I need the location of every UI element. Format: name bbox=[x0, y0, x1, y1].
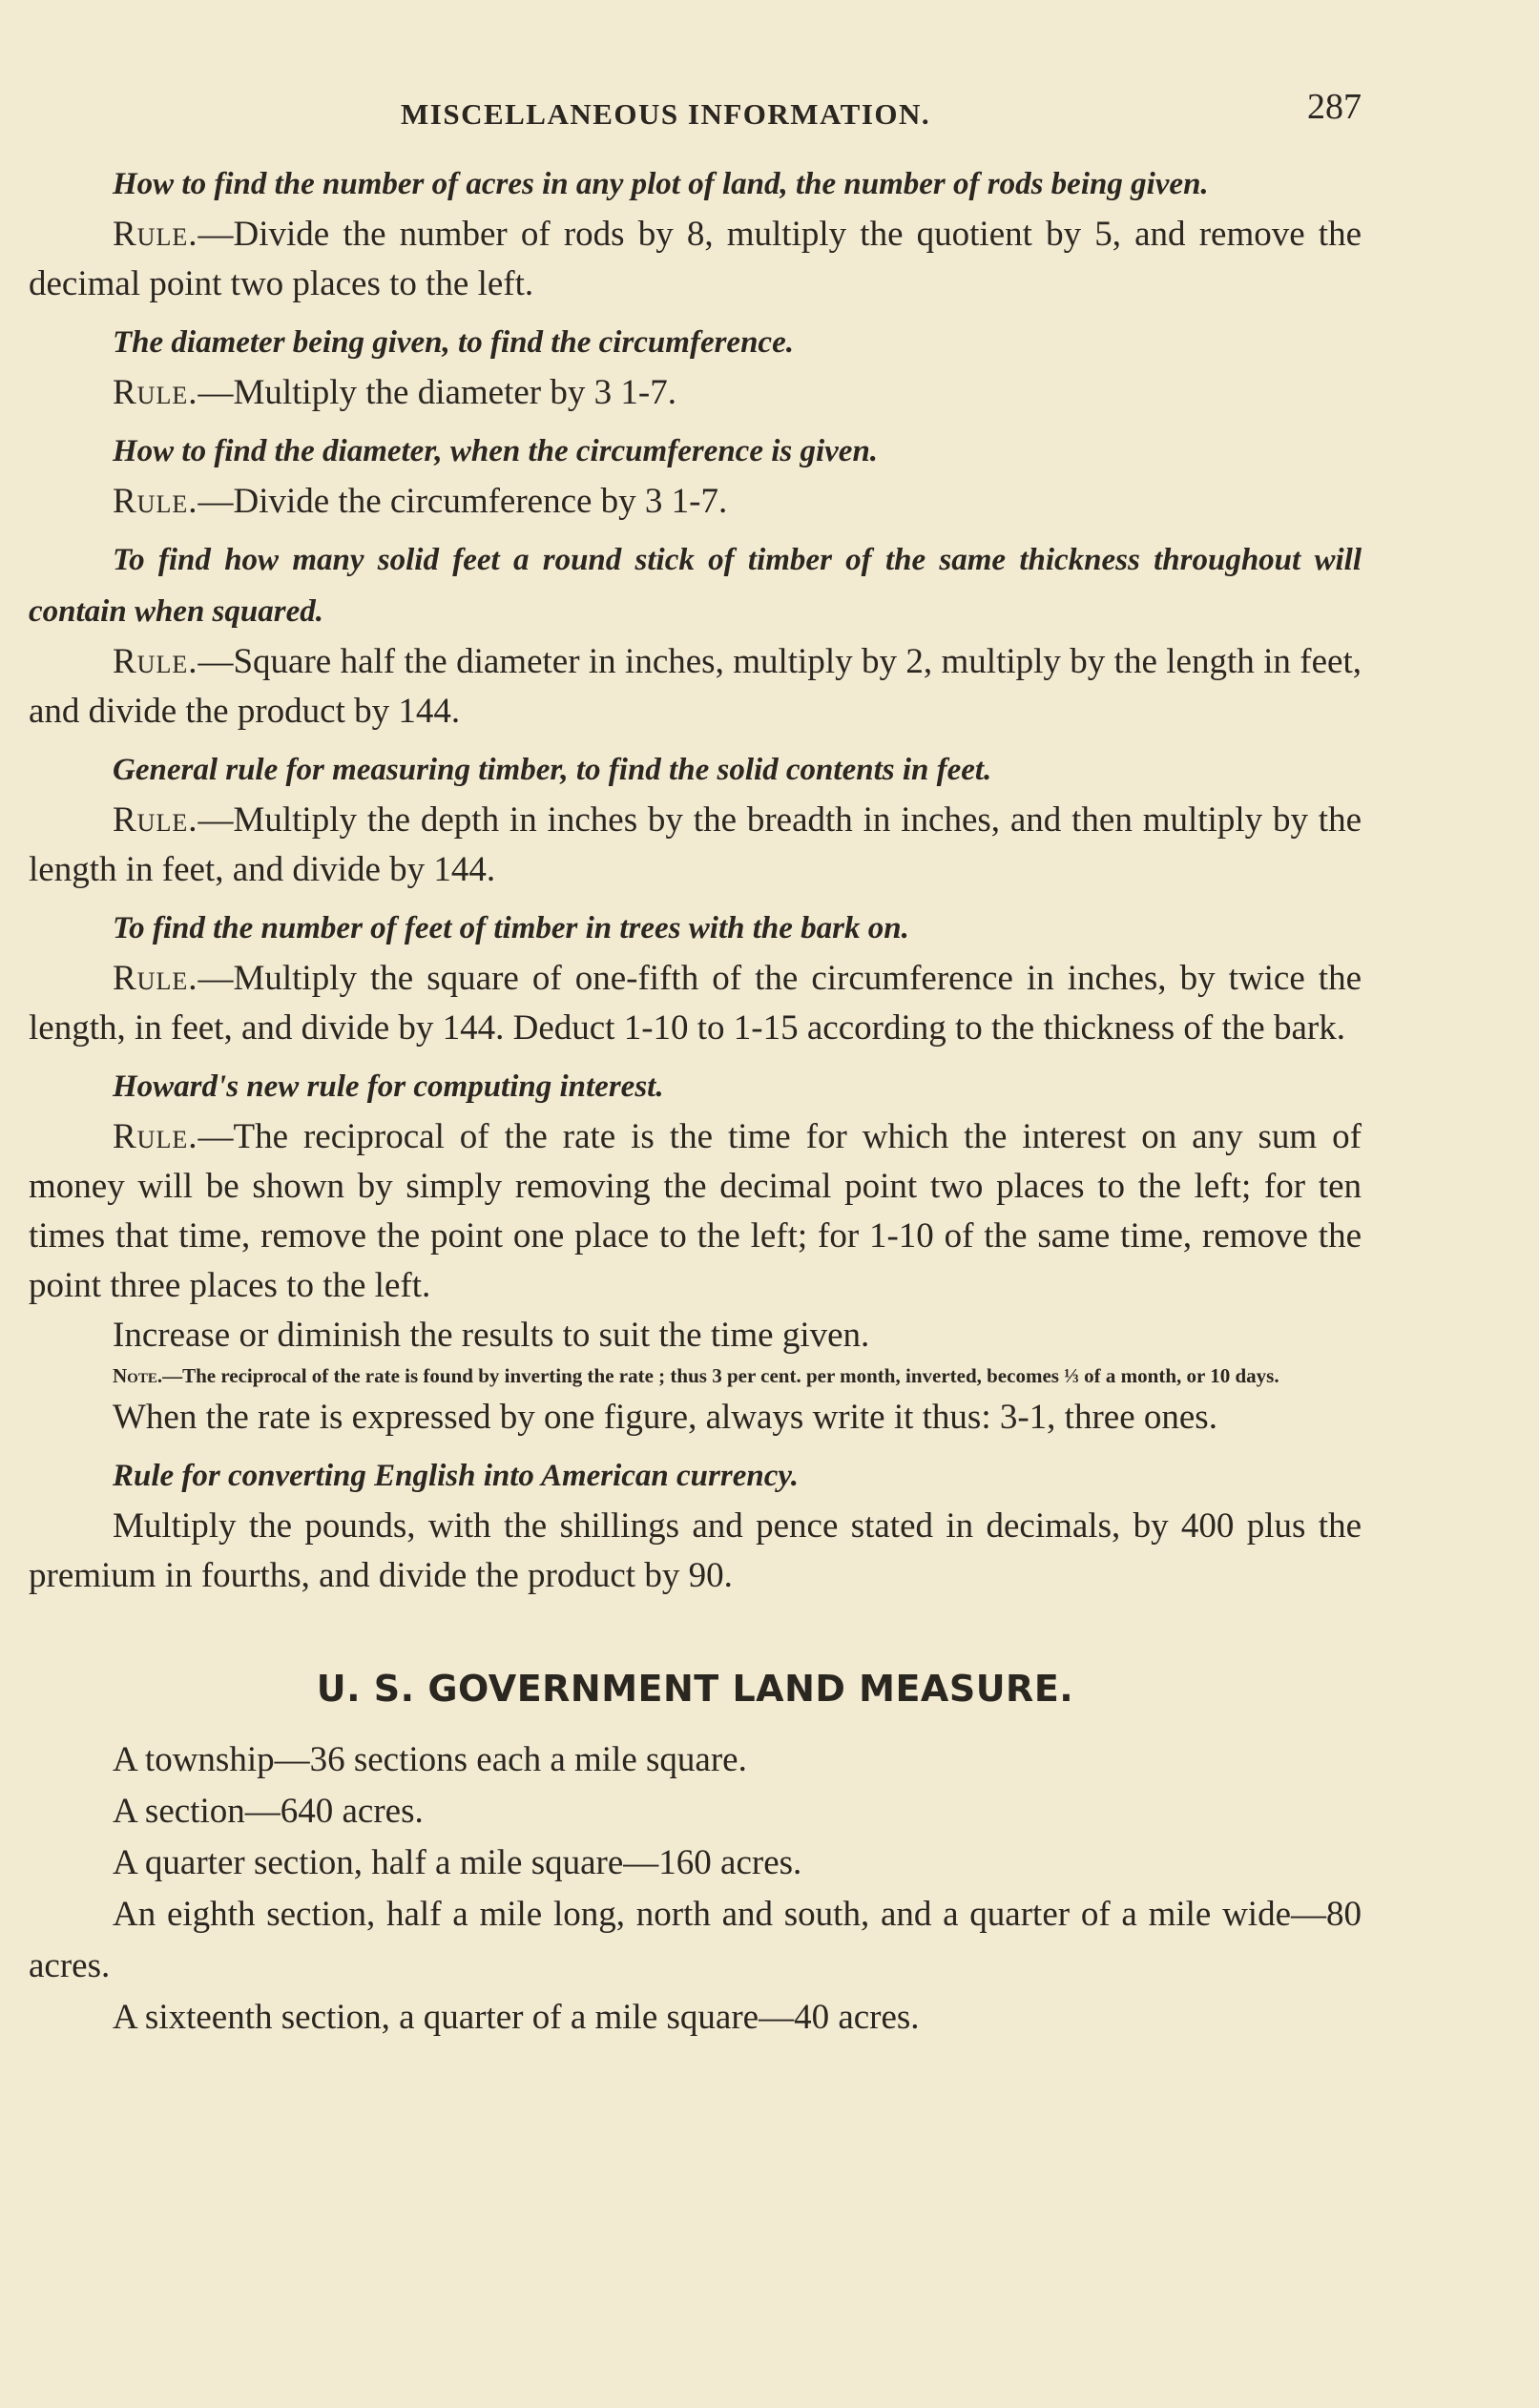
note-label: Note. bbox=[113, 1364, 163, 1387]
rule-label: Rule. bbox=[113, 482, 198, 521]
list-item: A section—640 acres. bbox=[113, 1792, 424, 1831]
interest-rule bbox=[29, 1112, 1362, 1311]
rule-text: —Square half the diameter in inches, multiply by 2, multiply by the length in feet, and divide the product by 144. bbox=[29, 642, 1362, 731]
land-measure-title: U. S. GOVERNMENT LAND MEASURE. bbox=[316, 1668, 1074, 1710]
rule-heading: How to find the number of acres in any plot of land, the number of rods being given. bbox=[113, 167, 1209, 201]
rule-text: —Multiply the diameter by 3 1-7. bbox=[198, 373, 676, 412]
list-item: An eighth section, half a mile long, north and south, and a quarter of a mile wide—80 acres. bbox=[29, 1895, 1362, 1985]
rule-label: Rule. bbox=[113, 959, 198, 998]
note-text: —The reciprocal of the rate is found by inverting the rate ; thus 3 per cent. per month, inverted, becomes ⅓ of a month, or 10 days. bbox=[162, 1364, 1279, 1387]
interest-section bbox=[29, 1061, 1362, 1443]
currency-section bbox=[29, 1450, 1362, 1601]
currency-heading: Rule for converting English into American currency. bbox=[113, 1459, 800, 1493]
rule-label: Rule. bbox=[113, 373, 198, 412]
interest-note bbox=[29, 1362, 1362, 1389]
rule-label: Rule. bbox=[113, 215, 198, 254]
rule-paragraph bbox=[29, 637, 1362, 737]
page-header bbox=[29, 84, 1362, 134]
rule-paragraph bbox=[29, 210, 1362, 309]
rule-heading: General rule for measuring timber, to find the solid contents in feet. bbox=[113, 753, 992, 787]
rule-text: —Divide the circumference by 3 1-7. bbox=[198, 482, 728, 521]
rule-item-acres bbox=[29, 158, 1362, 309]
rule-paragraph bbox=[29, 954, 1362, 1053]
rule-paragraph bbox=[29, 477, 1362, 527]
list-item: A township—36 sections each a mile square. bbox=[113, 1740, 747, 1779]
rule-paragraph bbox=[29, 368, 1362, 418]
rule-label: Rule. bbox=[113, 1117, 198, 1156]
rule-heading: To find how many solid feet a round stick of timber of the same thickness throughout will contain when squared. bbox=[29, 543, 1362, 629]
rule-text: —Multiply the depth in inches by the breadth in inches, and then multiply by the length in feet, and divide by 144. bbox=[29, 800, 1362, 889]
rule-heading: How to find the diameter, when the circumference is given. bbox=[113, 434, 879, 468]
rule-text: —The reciprocal of the rate is the time for which the interest on any sum of money will be shown by simply removing the decimal point two places to the left; for ten times that time, remove the point one place to the left; for 1-10 of the same time, remove the point three places to the left. bbox=[29, 1117, 1362, 1305]
currency-paragraph: Multiply the pounds, with the shillings and pence stated in decimals, by 400 plus the premium in fourths, and divide the product by 90. bbox=[29, 1506, 1362, 1595]
rule-item-bark bbox=[29, 903, 1362, 1053]
list-item: A sixteenth section, a quarter of a mile square—40 acres. bbox=[113, 1998, 920, 2037]
land-measure-list bbox=[29, 1734, 1362, 2044]
rule-label: Rule. bbox=[113, 800, 198, 840]
increase-paragraph: Increase or diminish the results to suit the time given. bbox=[113, 1316, 870, 1355]
rule-item-circumference bbox=[29, 317, 1362, 418]
interest-heading: Howard's new rule for computing interest. bbox=[113, 1069, 664, 1104]
rule-label: Rule. bbox=[113, 642, 198, 681]
running-title: MISCELLANEOUS INFORMATION. bbox=[401, 97, 931, 131]
page-number: 287 bbox=[1307, 87, 1362, 127]
list-item: A quarter section, half a mile square—160 acres. bbox=[113, 1843, 802, 1882]
rule-heading: To find the number of feet of timber in trees with the bark on. bbox=[113, 911, 909, 945]
rule-paragraph bbox=[29, 796, 1362, 895]
rule-item-diameter bbox=[29, 426, 1362, 527]
rule-item-timber bbox=[29, 744, 1362, 895]
rule-heading: The diameter being given, to find the circumference. bbox=[113, 325, 794, 360]
rule-item-solid-feet bbox=[29, 534, 1362, 737]
rule-text: —Divide the number of rods by 8, multiply the quotient by 5, and remove the decimal point two places to the left. bbox=[29, 215, 1362, 303]
rule-text: —Multiply the square of one-fifth of the circumference in inches, by twice the length, in feet, and divide by 144. Deduct 1-10 to 1-15 according to the thickness of the bark. bbox=[29, 959, 1362, 1048]
rate-format-paragraph: When the rate is expressed by one figure, always write it thus: 3-1, three ones. bbox=[113, 1398, 1217, 1437]
